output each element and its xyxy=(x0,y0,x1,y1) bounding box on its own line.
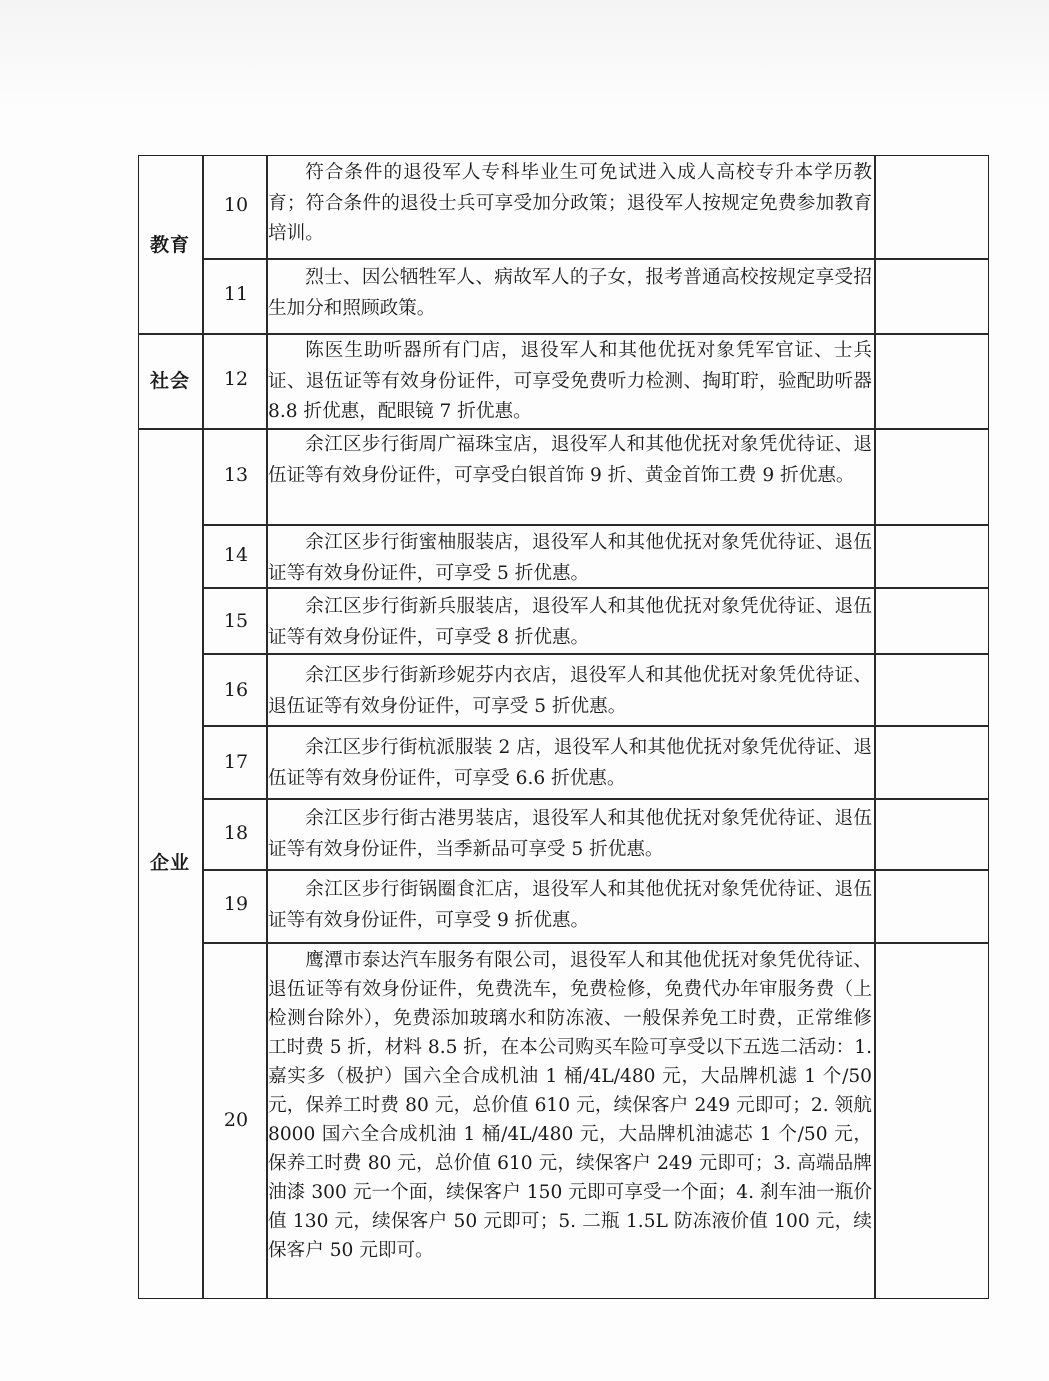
category-society: 社会 xyxy=(149,370,190,392)
row-number: 14 xyxy=(223,544,249,566)
row-content: 余江区步行街蜜柚服装店，退役军人和其他优抚对象凭优待证、退伍证等有效身份证件，可享受 5 折优惠。 xyxy=(268,532,872,584)
row-divider xyxy=(202,798,989,800)
category-divider xyxy=(138,333,989,335)
row-number: 18 xyxy=(223,822,249,844)
row-number: 19 xyxy=(223,893,249,915)
row-divider xyxy=(202,258,989,260)
row-content: 余江区步行街杭派服装 2 店，退役军人和其他优抚对象凭优待证、退伍证等有效身份证件，可享受 6.6 折优惠。 xyxy=(268,737,872,789)
column-divider-remarks xyxy=(874,155,876,1299)
row-number: 15 xyxy=(223,610,249,632)
row-content: 余江区步行街新珍妮芬内衣店，退役军人和其他优抚对象凭优待证、退伍证等有效身份证件，可享受 5 折优惠。 xyxy=(268,665,872,717)
row-number: 12 xyxy=(223,368,249,390)
row-content: 余江区步行街锅圈食汇店，退役军人和其他优抚对象凭优待证、退伍证等有效身份证件，可享受 9 折优惠。 xyxy=(268,879,872,931)
row-content: 陈医生助听器所有门店，退役军人和其他优抚对象凭军官证、士兵证、退伍证等有效身份证件，可享受免费听力检测、掏耵聍，验配助听器 8.8 折优惠，配眼镜 7 折优惠。 xyxy=(268,340,872,422)
row-number: 10 xyxy=(223,194,249,216)
row-number: 13 xyxy=(223,464,249,486)
row-number: 17 xyxy=(223,751,249,773)
row-divider xyxy=(202,942,989,944)
row-content: 鹰潭市泰达汽车服务有限公司，退役军人和其他优抚对象凭优待证、退伍证等有效身份证件，免费洗车，免费检修，免费代办年审服务费（上检测台除外），免费添加玻璃水和防冻液、一般保养免工时费，正常维修工时费 5 折，材料 8.5 折，在本公司购买车险可享受以下五选二活动：1. 嘉实多（极护）国六全合成机油 1 桶/4L/480 元，大品牌机滤 1 个/50 元，保养工时费 80 元，总价值 610 元，续保客户 249 元即可；2. 领航 8000 国六全合成机油 1 桶/4L/480 元，大品牌机油滤芯 1 个/50 元，保养工时费 80 元，总价值 610 元，续保客户 249 元即可；3. 高端品牌油漆 300 元一个面，续保客户 150 元即可享受一个面；4. 刹车油一瓶价值 130 元，续保客户 50 元即可；5. 二瓶 1.5L 防冻液价值 100 元，续保客户 50 元即可。 xyxy=(268,950,872,1261)
row-number: 11 xyxy=(223,283,249,305)
category-education: 教育 xyxy=(149,234,190,256)
page-top-shadow xyxy=(0,0,1049,110)
row-content: 符合条件的退役军人专科毕业生可免试进入成人高校专升本学历教育；符合条件的退役士兵可享受加分政策；退役军人按规定免费参加教育培训。 xyxy=(268,162,872,244)
row-divider xyxy=(202,869,989,871)
row-content: 余江区步行街新兵服装店，退役军人和其他优抚对象凭优待证、退伍证等有效身份证件，可享受 8 折优惠。 xyxy=(268,596,872,648)
row-content: 烈士、因公牺牲军人、病故军人的子女，报考普通高校按规定享受招生加分和照顾政策。 xyxy=(268,267,872,319)
category-enterprise: 企业 xyxy=(149,852,190,874)
row-divider xyxy=(202,725,989,727)
row-number: 20 xyxy=(223,1109,249,1131)
row-content: 余江区步行街周广福珠宝店，退役军人和其他优抚对象凭优待证、退伍证等有效身份证件，可享受白银首饰 9 折、黄金首饰工费 9 折优惠。 xyxy=(268,434,872,486)
row-number: 16 xyxy=(223,679,249,701)
row-divider xyxy=(202,653,989,655)
row-content: 余江区步行街古港男装店，退役军人和其他优抚对象凭优待证、退伍证等有效身份证件，当季新品可享受 5 折优惠。 xyxy=(268,808,872,860)
row-divider xyxy=(202,524,989,526)
